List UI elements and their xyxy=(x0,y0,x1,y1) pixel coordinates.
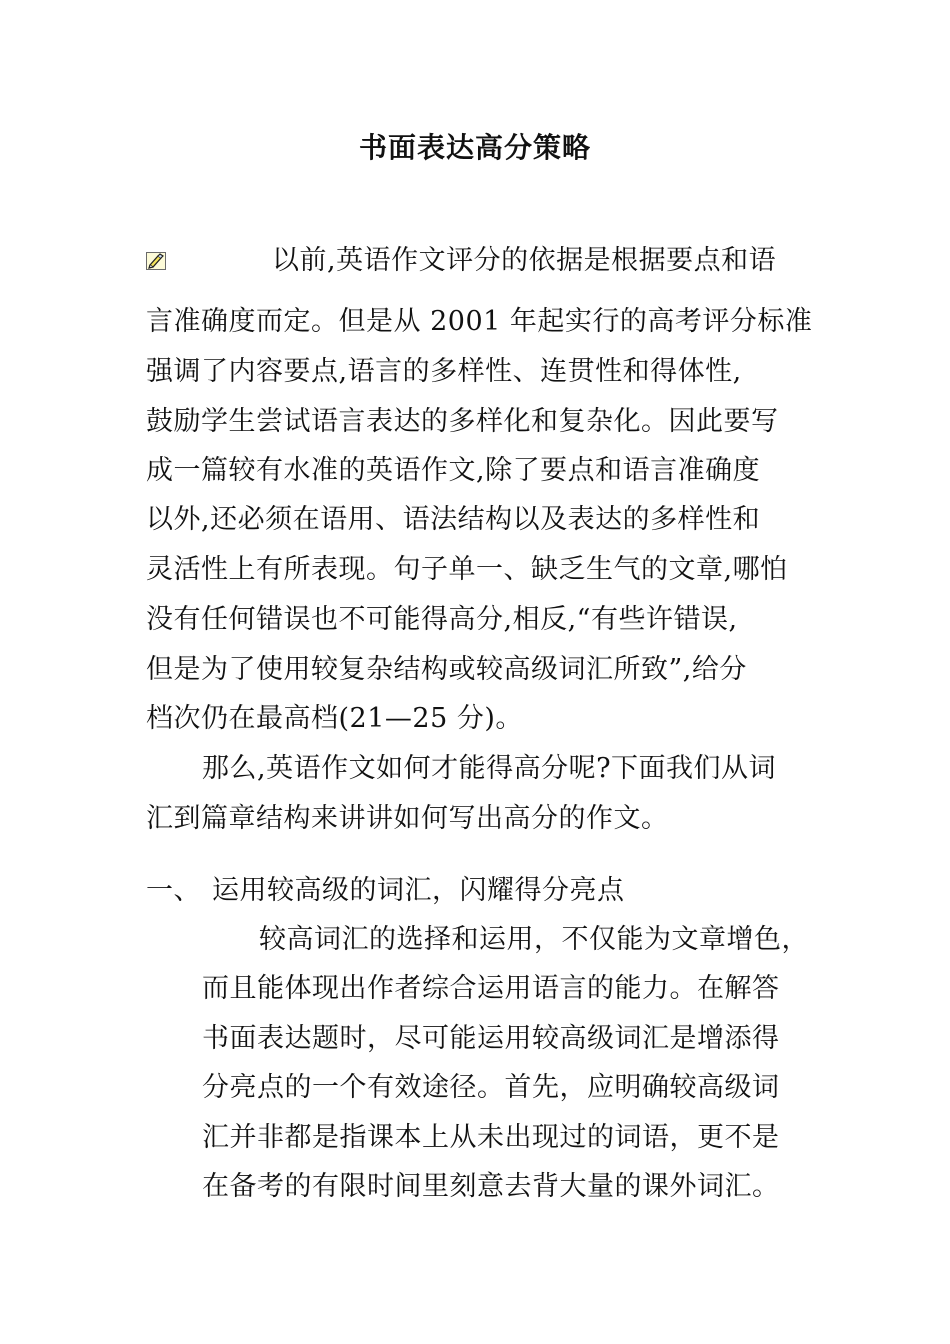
section1-line4: 分亮点的一个有效途径。首先，应明确较高级词 xyxy=(202,1072,780,1103)
section1-line3: 书面表达题时，尽可能运用较高级词汇是增添得 xyxy=(202,1023,780,1054)
paragraph1-line8: 没有任何错误也不可能得高分,相反,“有些许错误, xyxy=(146,604,738,635)
pen-edit-icon xyxy=(146,252,166,270)
section1-line5: 汇并非都是指课本上从未出现过的词语，更不是 xyxy=(202,1122,780,1153)
section1-line6: 在备考的有限时间里刻意去背大量的课外词汇。 xyxy=(202,1171,780,1202)
paragraph1-line2: 言准确度而定。但是从 2001 年起实行的高考评分标准 xyxy=(146,306,813,337)
paragraph1-line5: 成一篇较有水准的英语作文,除了要点和语言准确度 xyxy=(146,455,761,486)
paragraph1-line9: 但是为了使用较复杂结构或较高级词汇所致”,给分 xyxy=(146,654,747,685)
paragraph1-line7: 灵活性上有所表现。句子单一、缺乏生气的文章,哪怕 xyxy=(146,554,788,585)
paragraph1-line1: 以前,英语作文评分的依据是根据要点和语 xyxy=(272,245,777,276)
paragraph1-line6: 以外,还必须在语用、语法结构以及表达的多样性和 xyxy=(146,504,761,535)
section1-line2: 而且能体现出作者综合运用语言的能力。在解答 xyxy=(202,973,780,1004)
paragraph1-line3: 强调了内容要点,语言的多样性、连贯性和得体性, xyxy=(146,356,742,387)
document-title: 书面表达高分策略 xyxy=(358,131,591,164)
paragraph1-line10: 档次仍在最高档(21—25 分)。 xyxy=(146,703,523,734)
paragraph1-line4: 鼓励学生尝试语言表达的多样化和复杂化。因此要写 xyxy=(146,406,779,437)
paragraph2-line2: 汇到篇章结构来讲讲如何写出高分的作文。 xyxy=(146,803,669,834)
paragraph2-line1: 那么,英语作文如何才能得高分呢?下面我们从词 xyxy=(202,753,777,784)
section1-line1: 较高词汇的选择和运用，不仅能为文章增色， xyxy=(259,924,809,955)
section1-heading: 运用较高级的词汇，闪耀得分亮点 xyxy=(212,875,625,906)
section1-number: 一、 xyxy=(146,875,201,906)
